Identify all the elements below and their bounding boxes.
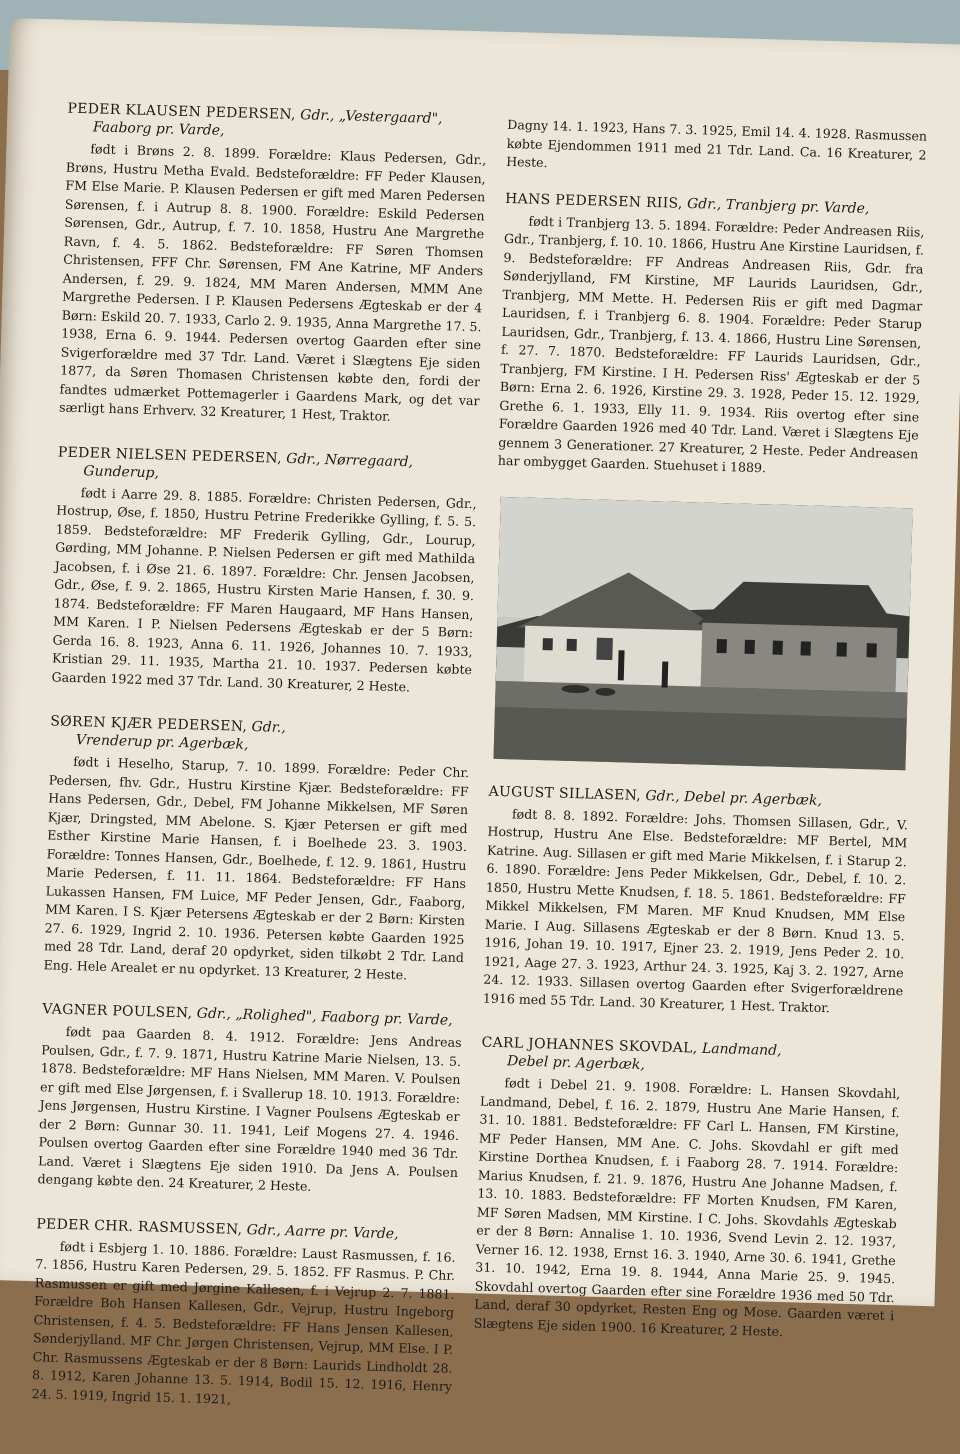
entry-heading <box>481 1034 902 1082</box>
entry-peder-klausen-pedersen <box>59 100 488 429</box>
entry-name: AUGUST SILLASEN, <box>488 783 642 804</box>
entry-text: født i Heselho, Starup, 7. 10. 1899. Forældre: Peder Chr. Pedersen, fhv. Gdr., Hustru Kirstine Kjær. Bedsteforældre: FF Hans Pedersen, Gdr., Debel, FM Johanne Mikkelsen, MF Søren Kjær, Dringsted, MM Abelone. S. Kjær Petersen er gift med Esther Kirstine Marie Hansen, f. i Boelhede 23. 3. 1903. Forældre: Tonnes Hansen, Gdr., Boelhede, f. 12. 9. 1861, Hustru Marie Pedersen, f. 11. 11. 1864. Bedsteforældre: FF Hans Lukassen Hansen, FM Luice, MF Peder Jensen, Gdr., Faaborg, MM Karen. I S. Kjær Petersens Ægteskab er der 2 Børn: Kirsten 27. 6. 1929, Ingrid 2. 10. 1936. Petersen købte Gaarden 1925 med 28 Tdr. Land, deraf 20 opdyrket, siden tilkøbt 2 Tdr. Land Eng. Hele Arealet er nu opdyrket. 13 Kreaturer, 2 Heste. <box>43 754 470 982</box>
entry-name: CARL JOHANNES SKOVDAL, <box>481 1034 698 1057</box>
entry-name: VAGNER POULSEN, <box>42 1001 193 1022</box>
entry-name: PEDER KLAUSEN PEDERSEN, <box>67 100 297 124</box>
entry-carl-johannes-skovdal <box>473 1034 901 1345</box>
entry-text: Dagny 14. 1. 1923, Hans 7. 3. 1925, Emil 14. 4. 1928. Rasmussen købte Ejendommen 1911 med 21 Tdr. Land. Ca. 16 Kreaturer, 2 Heste. <box>505 116 928 171</box>
entry-name: PEDER CHR. RASMUSSEN, <box>36 1215 243 1238</box>
entry-vagner-poulsen <box>37 1000 462 1200</box>
entry-title: Gdr., Tranbjerg pr. Varde, <box>686 195 870 217</box>
entry-name: HANS PEDERSEN RIIS, <box>504 190 683 212</box>
entry-place: Debel pr. Agerbæk, <box>506 1053 646 1074</box>
entry-name: SØREN KJÆR PEDERSEN, <box>50 713 248 735</box>
entry-soren-kjaer-pedersen <box>43 712 470 986</box>
entry-rasmussen-continued <box>506 116 927 183</box>
entry-august-sillasen <box>483 782 909 1019</box>
entry-hans-pedersen-riis <box>498 189 926 482</box>
entry-place: Vrenderup pr. Agerbæk, <box>75 732 249 753</box>
entry-place: Faaborg pr. Varde, <box>92 119 225 140</box>
entry-title: Gdr., Aarre pr. Varde, <box>246 1221 399 1242</box>
farmhouse-photo-icon <box>494 496 913 769</box>
entry-text: født paa Gaarden 8. 4. 1912. Forældre: Jens Andreas Poulsen, Gdr., f. 7. 9. 1871, Hustru Katrine Marie Nielsen, 13. 5. 1878. Bedsteforældre: MF Hans Nielsen, MM Maren. V. Poulsen er gift med Else Jørgensen, f. i Svallerup 18. 10. 1913. Forældre: Jens Jørgensen, Hustru Kirstine. I Vagner Poulsens Ægteskab er der 2 Børn: Gunnar 30. 11. 1941, Leif Mogens 27. 4. 1946. Poulsen overtog Gaarden efter sine Forældre 1940 med 36 Tdr. Land. Været i Slægtens Eje siden 1910. Da Jens A. Poulsen dengang købte den. 24 Kreaturer, 2 Heste. <box>37 1023 462 1194</box>
entry-heading <box>50 712 471 760</box>
entry-text: født 8. 8. 1892. Forældre: Johs. Thomsen Sillasen, Gdr., V. Hostrup, Hustru Ane Else. Bedsteforældre: MF Bertel, MM Katrine. Aug. Sillasen er gift med Marie Mikkelsen, f. i Starup 2. 6. 1890. Forældre: Jens Peder Mikkelsen, Gdr., Debel, f. 10. 2. 1850, Hustru Mette Knudsen, f. 18. 5. 1861. Bedsteforældre: FF Mikkel Mikkelsen, FM Maren. MF Knud Knudsen, MM Else Marie. I Aug. Sillasens Ægteskab er der 8 Børn. Knud 13. 5. 1916, Johan 19. 10. 1917, Ejner 23. 2. 1919, Jens Peder 2. 10. 1921, Aage 27. 3. 1923, Arthur 24. 3. 1925, Kaj 3. 2. 1927, Arne 24. 12. 1933. Sillasen overtog Gaarden efter Svigerforældrene 1916 med 55 Tdr. Land. 30 Kreaturer, 1 Hest. Traktor. <box>482 805 909 1015</box>
book-page <box>0 18 960 1407</box>
entry-title: Gdr., „Vestergaard", <box>300 107 443 128</box>
entry-text: født i Esbjerg 1. 10. 1886. Forældre: Laust Rasmussen, f. 16. 7. 1856, Hustru Karen Pedersen, 29. 5. 1852. FF Rasmus. P. Chr. Rasmussen er gift med Jørgine Kallesen, f. i Vejrup 2. 7. 1881. Forældre Boh Hansen Kallesen, Gdr., Vejrup, Hustru Ingeborg Christensen, f. 4. 5. Bedsteforældre: FF Hans Jensen Kallesen, Sønderjylland. MF Chr. Jørgen Christensen, Vejrup, MM Else. I P. Chr. Rasmussens Ægteskab er der 8 Børn: Laurids Lindholdt 28. 8. 1912, Karen Johanne 13. 5. 1914, Bodil 15. 12. 1916, Henry 24. 5. 1919, Ingrid 15. 1. 1921, <box>31 1238 456 1407</box>
entry-place: Gunderup, <box>83 462 160 481</box>
entry-text: født i Aarre 29. 8. 1885. Forældre: Christen Pedersen, Gdr., Hostrup, Øse, f. 1850, Hustru Petrine Frederikke Gylling, f. 5. 5. 1859. Bedsteforældre: MF Frederik Gylling, Gdr., Lourup, Gørding, MM Johanne. P. Nielsen Pedersen er gift med Mathilda Jacobsen, f. i Øse 21. 6. 1897. Forældre: Chr. Jensen Jacobsen, Gdr., Øse, f. 9. 2. 1865, Hustru Kirsten Marie Hansen, f. 30. 9. 1874. Bedsteforældre: FF Maren Haugaard, MF Hans Hansen, MM Karen. I P. Nielsen Pedersens Ægteskab er der 5 Børn: Gerda 16. 8. 1923, Anna 6. 11. 1926, Johannes 10. 7. 1933, Kristian 29. 11. 1935, Martha 21. 10. 1937. Pedersen købte Gaarden 1922 med 37 Tdr. Land. 30 Kreaturer, 2 Heste. <box>51 484 477 694</box>
left-column <box>31 100 488 1441</box>
entry-heading <box>67 100 488 148</box>
entry-text: født i Brøns 2. 8. 1899. Forældre: Klaus Pedersen, Gdr., Brøns, Hustru Metha Evald. Bedsteforældre: FF Peder Klausen, FM Else Marie. P. Klausen Pedersen er gift med Maren Pedersen Sørensen, f. i Autrup 8. 8. 1900. Forældre: Eskild Pedersen Sørensen, Gdr., Autrup, f. 7. 10. 1858, Hustru Ane Margrethe Ravn, f. 4. 5. 1862. Bedsteforældre: FF Søren Thomsen Christensen, FFF Chr. Sørensen, FM Ane Katrine, MF Anders Andersen, f. 29. 9. 1824, MM Maren Andersen, MMM Ane Margrethe Pedersen. I P. Klausen Pedersens Ægteskab er der 4 Børn: Eskild 20. 7. 1933, Carlo 2. 9. 1935, Anna Margrethe 17. 5. 1938, Erna 6. 9. 1944. Pedersen overtog Gaarden efter sine Svigerforældre med 37 Tdr. Land. Været i Slægtens Eje siden 1877, da Søren Thomasen Christensen købte den, fordi der fandtes udmærket Pottemagerler i Gaardens Mark, og det var særligt hans Erhverv. 32 Kreaturer, 1 Hest, Traktor. <box>58 141 487 424</box>
entry-peder-nielsen-pedersen <box>51 443 478 698</box>
entry-title: Gdr., Debel pr. Agerbæk, <box>645 787 823 809</box>
entry-title: Gdr., Nørregaard, <box>286 450 414 470</box>
entry-text: født i Tranbjerg 13. 5. 1894. Forældre: Peder Andreasen Riis, Gdr., Tranbjerg, f. 10. 10. 1866, Hustru Ane Kirstine Lauridsen, f. 9. Bedsteforældre: FF Andreas Andreasen Riis, Gdr. fra Sønderjylland, FM Kirstine, MF Laurids Lauridsen, Gdr., Tranbjerg, MM Mette. H. Pedersen Riis er gift med Dagmar Lauridsen, f. i Tranbjerg 6. 8. 1904. Forældre: Peder Starup Lauridsen, Gdr., Tranbjerg, f. 13. 4. 1866, Hustru Line Sørensen, f. 27. 7. 1870. Bedsteforældre: FF Laurids Lauridsen, Gdr., Tranbjerg, FM Kirstine. I H. Pedersen Riss' Ægteskab er der 5 Børn: Erna 2. 6. 1926, Kirstine 29. 3. 1928, Peder 15. 12. 1929, Grethe 6. 1. 1933, Elly 11. 9. 1934. Riis overtog efter sine Forældre Gaarden 1926 med 40 Tdr. Land. Været i Slægtens Eje gennem 3 Generationer. 27 Kreaturer, 2 Heste. Peder Andreasen har ombygget Gaarden. Stuehuset i 1889. <box>497 213 925 476</box>
entry-title: Gdr., <box>251 719 287 736</box>
entry-title: Landmand, <box>701 1040 782 1059</box>
entry-heading <box>57 443 478 491</box>
entry-peder-chr-rasmussen <box>31 1215 456 1415</box>
entry-name: PEDER NIELSEN PEDERSEN, <box>57 444 283 467</box>
entry-text: født i Debel 21. 9. 1908. Forældre: L. Hansen Skovdahl, Landmand, Debel, f. 16. 2. 1879, Hustru Ane Marie Hansen, f. 31. 10. 1881. Bedsteforældre: FF Carl L. Hansen, FM Kirstine, MF Peder Hansen, MM Ane. C. Johs. Skovdahl er gift med Kirstine Dorthea Knudsen, f. i Faaborg 28. 7. 1914. Forældre: Marius Knudsen, f. 21. 9. 1876, Hustru Ane Johanne Madsen, f. 13. 10. 1883. Bedsteforældre: FF Morten Knudsen, FM Karen, MF Søren Madsen, MM Kirstine. I C. Johs. Skovdahls Ægteskab er der 8 Børn: Annalise 1. 10. 1936, Svend Levin 2. 12. 1937, Verner 16. 12. 1938, Ernst 16. 3. 1940, Arne 30. 6. 1941, Grethe 31. 10. 1942, Erna 19. 8. 1944, Anna Marie 25. 9. 1945. Skovdahl overtog Gaarden efter sine Forældre 1936 med 50 Tdr. Land, deraf 30 opdyrket, Resten Eng og Mose. Gaarden været i Slægtens Eje siden 1900. 16 Kreaturer, 2 Heste. <box>473 1075 901 1339</box>
entry-title: Gdr., „Rolighed", Faaborg pr. Varde, <box>196 1005 453 1029</box>
right-column <box>473 112 928 1370</box>
farmhouse-photo <box>494 496 913 769</box>
